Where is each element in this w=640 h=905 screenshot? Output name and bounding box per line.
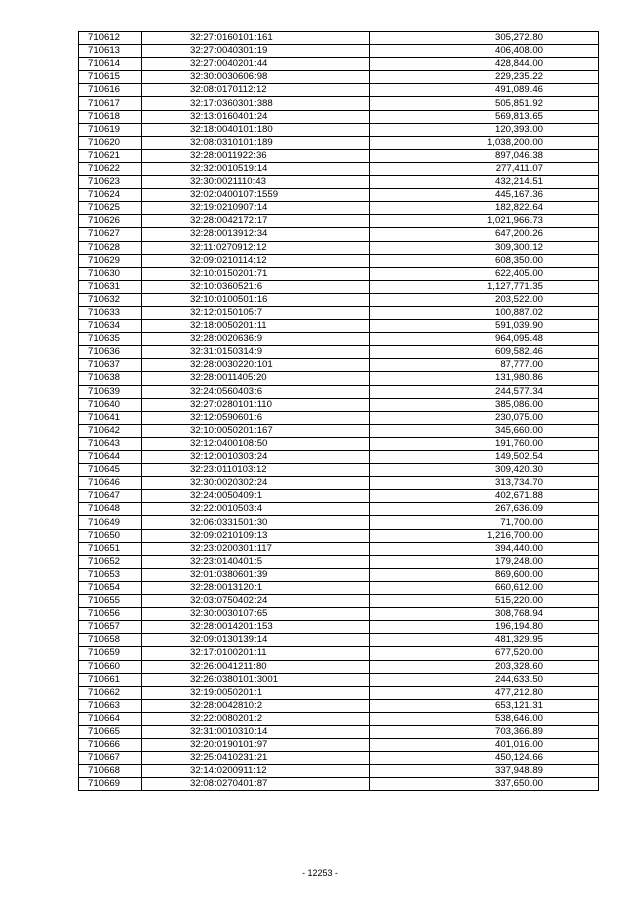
cadastral-number-cell: 32:23:0110103:12 bbox=[142, 464, 370, 477]
amount-cell: 660,612.00 bbox=[370, 581, 599, 594]
record-id-cell: 710658 bbox=[79, 634, 142, 647]
amount-cell: 191,760.00 bbox=[370, 437, 599, 450]
record-id-cell: 710654 bbox=[79, 581, 142, 594]
amount-cell: 445,167.36 bbox=[370, 189, 599, 202]
record-id-cell: 710632 bbox=[79, 293, 142, 306]
amount-cell: 677,520.00 bbox=[370, 647, 599, 660]
cadastral-number-cell: 32:18:0040101:180 bbox=[142, 123, 370, 136]
table-row bbox=[79, 372, 599, 385]
amount-cell: 1,216,700.00 bbox=[370, 529, 599, 542]
cadastral-number-cell: 32:03:0750402:24 bbox=[142, 595, 370, 608]
record-id-cell: 710663 bbox=[79, 699, 142, 712]
record-id-cell: 710616 bbox=[79, 84, 142, 97]
table-row bbox=[79, 581, 599, 594]
record-id-cell: 710660 bbox=[79, 660, 142, 673]
amount-cell: 869,600.00 bbox=[370, 568, 599, 581]
amount-cell: 182,822.64 bbox=[370, 202, 599, 215]
record-id-cell: 710657 bbox=[79, 621, 142, 634]
record-id-cell: 710641 bbox=[79, 411, 142, 424]
record-id-cell: 710625 bbox=[79, 202, 142, 215]
cadastral-number-cell: 32:01:0380601:39 bbox=[142, 568, 370, 581]
amount-cell: 230,075.00 bbox=[370, 411, 599, 424]
table-row bbox=[79, 189, 599, 202]
amount-cell: 345,660.00 bbox=[370, 424, 599, 437]
record-id-cell: 710631 bbox=[79, 280, 142, 293]
cadastral-number-cell: 32:30:0030107:65 bbox=[142, 608, 370, 621]
table-row bbox=[79, 123, 599, 136]
amount-cell: 477,212.80 bbox=[370, 686, 599, 699]
amount-cell: 703,366.89 bbox=[370, 725, 599, 738]
table-row bbox=[79, 110, 599, 123]
cadastral-number-cell: 32:13:0160401:24 bbox=[142, 110, 370, 123]
amount-cell: 309,420.30 bbox=[370, 464, 599, 477]
record-id-cell: 710645 bbox=[79, 464, 142, 477]
cadastral-number-cell: 32:27:0160101:161 bbox=[142, 32, 370, 45]
table-row bbox=[79, 778, 599, 791]
record-id-cell: 710626 bbox=[79, 215, 142, 228]
record-id-cell: 710639 bbox=[79, 385, 142, 398]
cadastral-number-cell: 32:11:0270912:12 bbox=[142, 241, 370, 254]
table-row bbox=[79, 529, 599, 542]
cadastral-number-cell: 32:22:0010503:4 bbox=[142, 503, 370, 516]
table-row bbox=[79, 398, 599, 411]
cadastral-number-cell: 32:19:0210907:14 bbox=[142, 202, 370, 215]
amount-cell: 964,095.48 bbox=[370, 333, 599, 346]
record-id-cell: 710642 bbox=[79, 424, 142, 437]
amount-cell: 481,329.95 bbox=[370, 634, 599, 647]
cadastral-number-cell: 32:19:0050201:1 bbox=[142, 686, 370, 699]
amount-cell: 505,851.92 bbox=[370, 97, 599, 110]
cadastral-number-cell: 32:28:0030220:101 bbox=[142, 359, 370, 372]
table-row bbox=[79, 267, 599, 280]
record-id-cell: 710622 bbox=[79, 162, 142, 175]
amount-cell: 653,121.31 bbox=[370, 699, 599, 712]
amount-cell: 897,046.38 bbox=[370, 149, 599, 162]
cadastral-number-cell: 32:09:0130139:14 bbox=[142, 634, 370, 647]
table-row bbox=[79, 346, 599, 359]
table-row bbox=[79, 660, 599, 673]
record-id-cell: 710655 bbox=[79, 595, 142, 608]
record-id-cell: 710623 bbox=[79, 176, 142, 189]
record-id-cell: 710656 bbox=[79, 608, 142, 621]
record-id-cell: 710667 bbox=[79, 752, 142, 765]
table-row bbox=[79, 293, 599, 306]
cadastral-number-cell: 32:12:0150105:7 bbox=[142, 306, 370, 319]
record-id-cell: 710627 bbox=[79, 228, 142, 241]
cadastral-number-cell: 32:27:0040301:19 bbox=[142, 45, 370, 58]
cadastral-number-cell: 32:25:0410231:21 bbox=[142, 752, 370, 765]
cadastral-number-cell: 32:18:0050201:11 bbox=[142, 320, 370, 333]
amount-cell: 515,220.00 bbox=[370, 595, 599, 608]
record-id-cell: 710612 bbox=[79, 32, 142, 45]
cadastral-number-cell: 32:28:0013120:1 bbox=[142, 581, 370, 594]
cadastral-number-cell: 32:14:0200911:12 bbox=[142, 765, 370, 778]
record-id-cell: 710646 bbox=[79, 477, 142, 490]
cadastral-number-cell: 32:28:0014201:153 bbox=[142, 621, 370, 634]
record-id-cell: 710629 bbox=[79, 254, 142, 267]
table-row bbox=[79, 686, 599, 699]
table-row bbox=[79, 97, 599, 110]
amount-cell: 402,671.88 bbox=[370, 490, 599, 503]
cadastral-number-cell: 32:26:0380101:3001 bbox=[142, 673, 370, 686]
amount-cell: 591,039.90 bbox=[370, 320, 599, 333]
cadastral-number-cell: 32:10:0050201:167 bbox=[142, 424, 370, 437]
record-id-cell: 710635 bbox=[79, 333, 142, 346]
record-id-cell: 710662 bbox=[79, 686, 142, 699]
amount-cell: 149,502.54 bbox=[370, 451, 599, 464]
record-id-cell: 710621 bbox=[79, 149, 142, 162]
cadastral-number-cell: 32:28:0020636:9 bbox=[142, 333, 370, 346]
table-row bbox=[79, 176, 599, 189]
table-row bbox=[79, 45, 599, 58]
record-id-cell: 710628 bbox=[79, 241, 142, 254]
table-row bbox=[79, 516, 599, 529]
record-id-cell: 710618 bbox=[79, 110, 142, 123]
cadastral-number-cell: 32:30:0030606:98 bbox=[142, 71, 370, 84]
table-row bbox=[79, 477, 599, 490]
cadastral-number-cell: 32:24:0560403:6 bbox=[142, 385, 370, 398]
cadastral-number-cell: 32:10:0150201:71 bbox=[142, 267, 370, 280]
amount-cell: 100,887.02 bbox=[370, 306, 599, 319]
table-row bbox=[79, 359, 599, 372]
record-id-cell: 710651 bbox=[79, 542, 142, 555]
amount-cell: 385,086.00 bbox=[370, 398, 599, 411]
table-row bbox=[79, 241, 599, 254]
cadastral-number-cell: 32:27:0040201:44 bbox=[142, 58, 370, 71]
amount-cell: 203,522.00 bbox=[370, 293, 599, 306]
record-id-cell: 710640 bbox=[79, 398, 142, 411]
amount-cell: 277,411.07 bbox=[370, 162, 599, 175]
cadastral-number-cell: 32:09:0210109:13 bbox=[142, 529, 370, 542]
record-id-cell: 710644 bbox=[79, 451, 142, 464]
table-row bbox=[79, 595, 599, 608]
cadastral-number-cell: 32:22:0080201:2 bbox=[142, 712, 370, 725]
table-row bbox=[79, 542, 599, 555]
record-id-cell: 710659 bbox=[79, 647, 142, 660]
amount-cell: 647,200.26 bbox=[370, 228, 599, 241]
cadastral-number-cell: 32:28:0042172:17 bbox=[142, 215, 370, 228]
amount-cell: 394,440.00 bbox=[370, 542, 599, 555]
table-row bbox=[79, 84, 599, 97]
cadastral-number-cell: 32:27:0280101:110 bbox=[142, 398, 370, 411]
table-row bbox=[79, 228, 599, 241]
cadastral-number-cell: 32:31:0010310:14 bbox=[142, 725, 370, 738]
table-row bbox=[79, 411, 599, 424]
table-row bbox=[79, 673, 599, 686]
table-row bbox=[79, 621, 599, 634]
table-row bbox=[79, 254, 599, 267]
table-row bbox=[79, 555, 599, 568]
record-id-cell: 710634 bbox=[79, 320, 142, 333]
amount-cell: 203,328.60 bbox=[370, 660, 599, 673]
record-id-cell: 710613 bbox=[79, 45, 142, 58]
record-id-cell: 710664 bbox=[79, 712, 142, 725]
amount-cell: 622,405.00 bbox=[370, 267, 599, 280]
amount-cell: 538,646.00 bbox=[370, 712, 599, 725]
record-id-cell: 710649 bbox=[79, 516, 142, 529]
cadastral-number-cell: 32:12:0010303:24 bbox=[142, 451, 370, 464]
table-row bbox=[79, 32, 599, 45]
record-id-cell: 710638 bbox=[79, 372, 142, 385]
table-row bbox=[79, 215, 599, 228]
cadastral-number-cell: 32:31:0150314:9 bbox=[142, 346, 370, 359]
cadastral-number-cell: 32:17:0100201:11 bbox=[142, 647, 370, 660]
cadastral-number-cell: 32:10:0100501:16 bbox=[142, 293, 370, 306]
cadastral-number-cell: 32:26:0041211:80 bbox=[142, 660, 370, 673]
cadastral-number-cell: 32:17:0360301:388 bbox=[142, 97, 370, 110]
table-row bbox=[79, 424, 599, 437]
amount-cell: 244,577.34 bbox=[370, 385, 599, 398]
table-row bbox=[79, 136, 599, 149]
amount-cell: 450,124.66 bbox=[370, 752, 599, 765]
table-row bbox=[79, 333, 599, 346]
amount-cell: 491,089.46 bbox=[370, 84, 599, 97]
table-row bbox=[79, 765, 599, 778]
table-row bbox=[79, 149, 599, 162]
records-table bbox=[78, 31, 599, 791]
amount-cell: 337,650.00 bbox=[370, 778, 599, 791]
cadastral-number-cell: 32:28:0042810:2 bbox=[142, 699, 370, 712]
table-row bbox=[79, 634, 599, 647]
cadastral-number-cell: 32:08:0270401:87 bbox=[142, 778, 370, 791]
cadastral-number-cell: 32:30:0020302:24 bbox=[142, 477, 370, 490]
cadastral-number-cell: 32:12:0400108:50 bbox=[142, 437, 370, 450]
cadastral-number-cell: 32:20:0190101:97 bbox=[142, 739, 370, 752]
records-table-body bbox=[79, 32, 599, 791]
amount-cell: 432,214.51 bbox=[370, 176, 599, 189]
page-number: - 12253 - bbox=[301, 868, 339, 878]
amount-cell: 401,016.00 bbox=[370, 739, 599, 752]
amount-cell: 428,844.00 bbox=[370, 58, 599, 71]
record-id-cell: 710648 bbox=[79, 503, 142, 516]
cadastral-number-cell: 32:28:0013912:34 bbox=[142, 228, 370, 241]
amount-cell: 87,777.00 bbox=[370, 359, 599, 372]
table-row bbox=[79, 490, 599, 503]
amount-cell: 608,350.00 bbox=[370, 254, 599, 267]
table-row bbox=[79, 437, 599, 450]
amount-cell: 120,393.00 bbox=[370, 123, 599, 136]
record-id-cell: 710661 bbox=[79, 673, 142, 686]
record-id-cell: 710652 bbox=[79, 555, 142, 568]
amount-cell: 179,248.00 bbox=[370, 555, 599, 568]
record-id-cell: 710633 bbox=[79, 306, 142, 319]
cadastral-number-cell: 32:23:0200301:117 bbox=[142, 542, 370, 555]
record-id-cell: 710669 bbox=[79, 778, 142, 791]
record-id-cell: 710666 bbox=[79, 739, 142, 752]
table-row bbox=[79, 280, 599, 293]
cadastral-number-cell: 32:28:0011405:20 bbox=[142, 372, 370, 385]
table-row bbox=[79, 568, 599, 581]
cadastral-number-cell: 32:10:0360521:6 bbox=[142, 280, 370, 293]
cadastral-number-cell: 32:32:0010519:14 bbox=[142, 162, 370, 175]
record-id-cell: 710614 bbox=[79, 58, 142, 71]
amount-cell: 1,127,771.35 bbox=[370, 280, 599, 293]
record-id-cell: 710630 bbox=[79, 267, 142, 280]
record-id-cell: 710636 bbox=[79, 346, 142, 359]
table-row bbox=[79, 712, 599, 725]
table-row bbox=[79, 320, 599, 333]
record-id-cell: 710643 bbox=[79, 437, 142, 450]
record-id-cell: 710653 bbox=[79, 568, 142, 581]
table-row bbox=[79, 162, 599, 175]
record-id-cell: 710668 bbox=[79, 765, 142, 778]
amount-cell: 309,300.12 bbox=[370, 241, 599, 254]
record-id-cell: 710624 bbox=[79, 189, 142, 202]
table-row bbox=[79, 58, 599, 71]
record-id-cell: 710615 bbox=[79, 71, 142, 84]
amount-cell: 305,272.80 bbox=[370, 32, 599, 45]
record-id-cell: 710637 bbox=[79, 359, 142, 372]
table-row bbox=[79, 647, 599, 660]
record-id-cell: 710620 bbox=[79, 136, 142, 149]
amount-cell: 406,408.00 bbox=[370, 45, 599, 58]
table-row bbox=[79, 71, 599, 84]
table-row bbox=[79, 608, 599, 621]
table-row bbox=[79, 385, 599, 398]
table-row bbox=[79, 503, 599, 516]
cadastral-number-cell: 32:23:0140401:5 bbox=[142, 555, 370, 568]
record-id-cell: 710619 bbox=[79, 123, 142, 136]
amount-cell: 71,700.00 bbox=[370, 516, 599, 529]
amount-cell: 196,194.80 bbox=[370, 621, 599, 634]
cadastral-number-cell: 32:06:0331501:30 bbox=[142, 516, 370, 529]
table-row bbox=[79, 739, 599, 752]
record-id-cell: 710650 bbox=[79, 529, 142, 542]
amount-cell: 229,235.22 bbox=[370, 71, 599, 84]
amount-cell: 267,636.09 bbox=[370, 503, 599, 516]
cadastral-number-cell: 32:09:0210114:12 bbox=[142, 254, 370, 267]
table-row bbox=[79, 464, 599, 477]
record-id-cell: 710617 bbox=[79, 97, 142, 110]
table-row bbox=[79, 752, 599, 765]
cadastral-number-cell: 32:08:0170112:12 bbox=[142, 84, 370, 97]
amount-cell: 609,582.46 bbox=[370, 346, 599, 359]
amount-cell: 569,813.65 bbox=[370, 110, 599, 123]
record-id-cell: 710647 bbox=[79, 490, 142, 503]
amount-cell: 337,948.89 bbox=[370, 765, 599, 778]
table-row bbox=[79, 725, 599, 738]
amount-cell: 313,734.70 bbox=[370, 477, 599, 490]
amount-cell: 131,980.86 bbox=[370, 372, 599, 385]
table-row bbox=[79, 451, 599, 464]
table-row bbox=[79, 699, 599, 712]
amount-cell: 244,633.50 bbox=[370, 673, 599, 686]
cadastral-number-cell: 32:08:0310101:189 bbox=[142, 136, 370, 149]
table-row bbox=[79, 202, 599, 215]
amount-cell: 308,768.94 bbox=[370, 608, 599, 621]
cadastral-number-cell: 32:24:0050409:1 bbox=[142, 490, 370, 503]
table-row bbox=[79, 306, 599, 319]
amount-cell: 1,021,966.73 bbox=[370, 215, 599, 228]
cadastral-number-cell: 32:02:0400107:1559 bbox=[142, 189, 370, 202]
cadastral-number-cell: 32:30:0021110:43 bbox=[142, 176, 370, 189]
cadastral-number-cell: 32:28:0011922:36 bbox=[142, 149, 370, 162]
cadastral-number-cell: 32:12:0590601:6 bbox=[142, 411, 370, 424]
amount-cell: 1,038,200.00 bbox=[370, 136, 599, 149]
record-id-cell: 710665 bbox=[79, 725, 142, 738]
